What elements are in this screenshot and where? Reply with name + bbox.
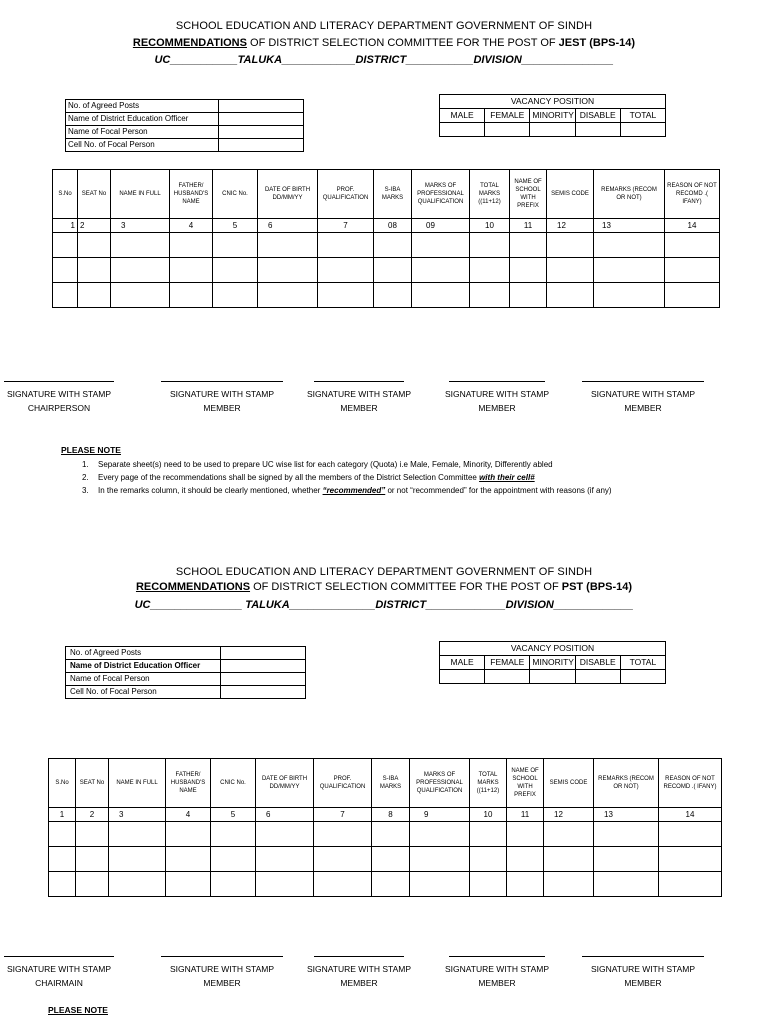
col-number: 1 — [53, 219, 78, 233]
vacancy-title: VACANCY POSITION — [440, 95, 666, 109]
signature-block-member: SIGNATURE WITH STAMP MEMBER — [157, 381, 287, 414]
col-header-name: NAME IN FULL — [111, 170, 170, 219]
vacancy-cell[interactable] — [485, 670, 530, 684]
note-item: 1. Separate sheet(s) need to be used to prepare UC wise list for each category (Quota) i.e Male, Female, Minority, Differently abled — [82, 460, 553, 469]
vacancy-cell[interactable] — [620, 670, 665, 684]
table-row[interactable] — [53, 283, 720, 308]
vacancy-cell[interactable] — [530, 123, 575, 137]
info-value[interactable] — [221, 647, 306, 660]
info-label: Name of Focal Person — [66, 673, 221, 686]
section2-recommendation-table — [48, 758, 722, 897]
vacancy-col-disable: DISABLE — [575, 109, 620, 123]
col-number: 2 — [76, 808, 109, 822]
section1-info-table — [65, 99, 304, 152]
col-number: 3 — [111, 219, 170, 233]
col-header-seat-no: SEAT No — [78, 170, 111, 219]
info-label: Name of District Education Officer — [66, 113, 219, 126]
col-header-reason: REASON OF NOT RECOMD .( IFANY) — [659, 759, 722, 808]
vacancy-col-female: FEMALE — [485, 109, 530, 123]
please-note-title: PLEASE NOTE — [61, 445, 121, 455]
note-item: 3. In the remarks column, it should be clearly mentioned, whether “recommended” or not “recommended” for the appointment with reasons (if any) — [82, 486, 612, 495]
vacancy-cell[interactable] — [485, 123, 530, 137]
vacancy-col-minority: MINORITY — [530, 109, 575, 123]
vacancy-col-female: FEMALE — [485, 656, 530, 670]
col-header-prof-marks: MARKS OF PROFESSIONAL QUALIFICATION — [412, 170, 470, 219]
col-number: 1 — [49, 808, 76, 822]
signature-block-member: SIGNATURE WITH STAMP MEMBER — [157, 956, 287, 989]
vacancy-col-disable: DISABLE — [575, 656, 620, 670]
vacancy-cell[interactable] — [440, 123, 485, 137]
section1-subtitle: RECOMMENDATIONS OF DISTRICT SELECTION COMMITTEE FOR THE POST OF JEST (BPS-14) — [132, 37, 636, 49]
col-number: 4 — [166, 808, 211, 822]
vacancy-col-male: MALE — [440, 656, 485, 670]
info-value[interactable] — [221, 660, 306, 673]
signature-block-member: SIGNATURE WITH STAMP MEMBER — [294, 381, 424, 414]
col-header-dob: DATE OF BIRTH DD/MM/YY — [256, 759, 314, 808]
col-header-total-marks: TOTAL MARKS ((11+12) — [470, 759, 507, 808]
info-value[interactable] — [219, 139, 304, 152]
vacancy-cell[interactable] — [530, 670, 575, 684]
table-row[interactable] — [53, 233, 720, 258]
col-number: 09 — [412, 219, 470, 233]
section2-vacancy-table — [439, 641, 666, 684]
col-header-siba-marks: S-IBA MARKS — [372, 759, 410, 808]
col-number: 7 — [318, 219, 374, 233]
col-header-sno: S.No — [53, 170, 78, 219]
info-value[interactable] — [221, 673, 306, 686]
col-number: 9 — [410, 808, 470, 822]
signature-block-chair: SIGNATURE WITH STAMP CHAIRMAIN — [0, 956, 124, 989]
vacancy-col-total: TOTAL — [620, 656, 665, 670]
info-value[interactable] — [221, 686, 306, 699]
col-number: 5 — [211, 808, 256, 822]
col-number: 14 — [665, 219, 720, 233]
col-number: 13 — [594, 808, 659, 822]
col-number: 12 — [547, 219, 594, 233]
col-header-semis-code: SEMIS CODE — [544, 759, 594, 808]
signature-block-member: SIGNATURE WITH STAMP MEMBER — [578, 381, 708, 414]
col-header-school: NAME OF SCHOOL WITH PREFIX — [507, 759, 544, 808]
col-number: 11 — [507, 808, 544, 822]
col-number: 5 — [213, 219, 258, 233]
col-number: 6 — [258, 219, 318, 233]
section1-recommendation-table — [52, 169, 720, 308]
col-number: 10 — [470, 808, 507, 822]
col-number: 08 — [374, 219, 412, 233]
table-row[interactable] — [49, 847, 722, 872]
col-header-dob: DATE OF BIRTH DD/MM/YY — [258, 170, 318, 219]
vacancy-cell[interactable] — [575, 123, 620, 137]
info-label: No. of Agreed Posts — [66, 647, 221, 660]
signature-block-member: SIGNATURE WITH STAMP MEMBER — [432, 381, 562, 414]
col-header-father-name: FATHER/ HUSBAND'S NAME — [166, 759, 211, 808]
signature-block-member: SIGNATURE WITH STAMP MEMBER — [432, 956, 562, 989]
col-number: 11 — [510, 219, 547, 233]
col-header-cnic: CNIC No. — [213, 170, 258, 219]
col-header-name: NAME IN FULL — [109, 759, 166, 808]
note-list — [82, 458, 612, 497]
col-header-school: NAME OF SCHOOL WITH PREFIX — [510, 170, 547, 219]
section2-location-line: UC_______________ TALUKA______________DISTRICT_____________DIVISION_____________ — [134, 599, 634, 611]
col-number: 3 — [109, 808, 166, 822]
info-label: Name of Focal Person — [66, 126, 219, 139]
col-number: 4 — [170, 219, 213, 233]
table-row[interactable] — [49, 822, 722, 847]
please-note-title-2: PLEASE NOTE — [48, 1005, 108, 1015]
col-number: 13 — [594, 219, 665, 233]
vacancy-title: VACANCY POSITION — [440, 642, 666, 656]
table-row[interactable] — [53, 258, 720, 283]
col-number: 10 — [470, 219, 510, 233]
signature-block-member: SIGNATURE WITH STAMP MEMBER — [578, 956, 708, 989]
vacancy-cell[interactable] — [440, 670, 485, 684]
col-header-father-name: FATHER/ HUSBAND'S NAME — [170, 170, 213, 219]
section2-info-table — [65, 646, 306, 699]
col-number: 12 — [544, 808, 594, 822]
info-value[interactable] — [219, 100, 304, 113]
col-number: 6 — [256, 808, 314, 822]
col-header-reason: REASON OF NOT RECOMD .( IFANY) — [665, 170, 720, 219]
col-number: 8 — [372, 808, 410, 822]
col-header-seat-no: SEAT No — [76, 759, 109, 808]
signature-block-member: SIGNATURE WITH STAMP MEMBER — [294, 956, 424, 989]
info-label: No. of Agreed Posts — [66, 100, 219, 113]
info-value[interactable] — [219, 126, 304, 139]
col-number: 7 — [314, 808, 372, 822]
info-label: Cell No. of Focal Person — [66, 686, 221, 699]
col-header-prof-qualification: PROF. QUALIFICATION — [314, 759, 372, 808]
col-number: 14 — [659, 808, 722, 822]
note-item: 2. Every page of the recommendations shall be signed by all the members of the District Selection Committee with their cell# — [82, 473, 535, 482]
info-label: Cell No. of Focal Person — [66, 139, 219, 152]
section2-title: SCHOOL EDUCATION AND LITERACY DEPARTMENT GOVERNMENT OF SINDH — [175, 566, 593, 578]
col-header-remarks: REMARKS (RECOM OR NOT) — [594, 759, 659, 808]
vacancy-col-male: MALE — [440, 109, 485, 123]
col-header-siba-marks: S-IBA MARKS — [374, 170, 412, 219]
vacancy-cell[interactable] — [575, 670, 620, 684]
vacancy-col-total: TOTAL — [620, 109, 665, 123]
col-header-cnic: CNIC No. — [211, 759, 256, 808]
col-header-remarks: REMARKS (RECOM OR NOT) — [594, 170, 665, 219]
col-header-sno: S.No — [49, 759, 76, 808]
table-row[interactable] — [49, 872, 722, 897]
vacancy-col-minority: MINORITY — [530, 656, 575, 670]
col-header-prof-qualification: PROF. QUALIFICATION — [318, 170, 374, 219]
section1-vacancy-table — [439, 94, 666, 137]
signature-block-chair: SIGNATURE WITH STAMP CHAIRPERSON — [0, 381, 124, 414]
col-header-semis-code: SEMIS CODE — [547, 170, 594, 219]
vacancy-cell[interactable] — [620, 123, 665, 137]
col-number: 2 — [78, 219, 111, 233]
info-label: Name of District Education Officer — [66, 660, 221, 673]
section2-subtitle: RECOMMENDATIONS OF DISTRICT SELECTION COMMITTEE FOR THE POST OF PST (BPS-14) — [135, 581, 633, 593]
col-header-prof-marks: MARKS OF PROFESSIONAL QUALIFICATION — [410, 759, 470, 808]
section1-title: SCHOOL EDUCATION AND LITERACY DEPARTMENT GOVERNMENT OF SINDH — [175, 20, 593, 32]
col-header-total-marks: TOTAL MARKS ((11+12) — [470, 170, 510, 219]
info-value[interactable] — [219, 113, 304, 126]
section1-location-line: UC___________TALUKA____________DISTRICT___________DIVISION_______________ — [154, 54, 614, 66]
